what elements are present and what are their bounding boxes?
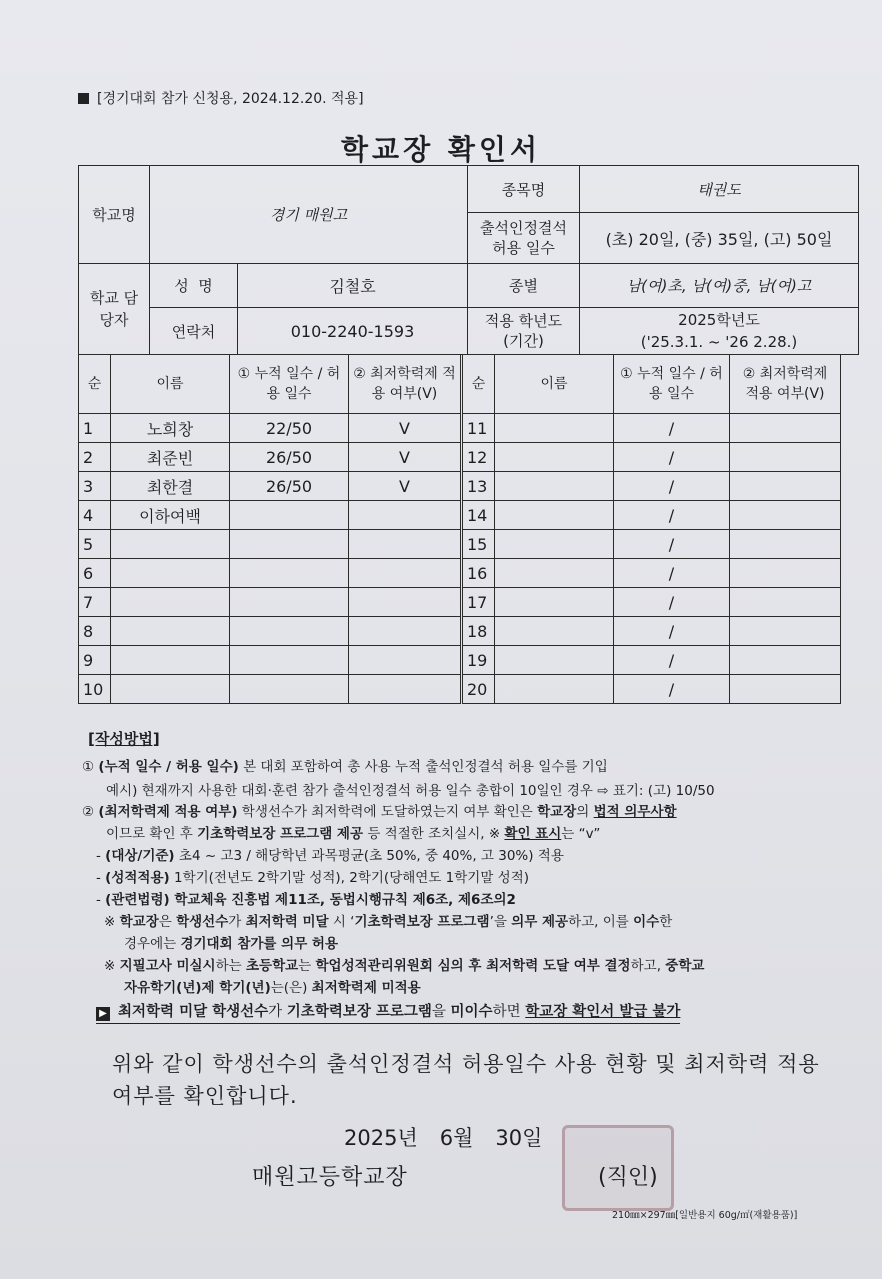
student-name bbox=[111, 588, 230, 617]
col-no: 순 bbox=[79, 355, 111, 414]
student-name bbox=[111, 675, 230, 704]
document-title: 학교장 확인서 bbox=[340, 133, 542, 166]
student-name bbox=[111, 530, 230, 559]
row-no-right: 20 bbox=[462, 675, 495, 704]
student-days bbox=[230, 588, 349, 617]
form-header bbox=[78, 88, 364, 108]
student-name-right bbox=[495, 646, 614, 675]
method-note-1: ※ 학교장은 학생선수가 최저학력 미달 시 ‘기초학력보장 프로그램’을 의무 제공하고, 이를 이수한 bbox=[104, 914, 673, 930]
row-no-right: 19 bbox=[462, 646, 495, 675]
sport-label: 종목명 bbox=[468, 166, 580, 213]
student-check-right bbox=[730, 588, 841, 617]
student-days: 26/50 bbox=[230, 472, 349, 501]
row-no-right: 17 bbox=[462, 588, 495, 617]
student-check-right bbox=[730, 675, 841, 704]
student-days bbox=[230, 675, 349, 704]
method-note-1-line2: 경우에는 경기대회 참가를 의무 허용 bbox=[124, 936, 339, 952]
school-label: 학교명 bbox=[79, 166, 150, 264]
student-days-right: / bbox=[614, 530, 730, 559]
student-check-right bbox=[730, 617, 841, 646]
paper-spec-footer: 210㎜×297㎜[일반용지 60g/㎡(재활용품)] bbox=[612, 1210, 798, 1221]
sport-value: 태권도 bbox=[580, 166, 859, 213]
gender-value: 남(여)초, 남(여)중, 남(여)고 bbox=[580, 264, 859, 308]
notice-line: ▶ 최저학력 미달 학생선수가 기초학력보장 프로그램을 미이수하면 학교장 확인서 발급 불가 bbox=[96, 1000, 680, 1024]
row-no: 6 bbox=[79, 559, 111, 588]
arrow-box-icon: ▶ bbox=[96, 1007, 110, 1021]
col-name: 이름 bbox=[111, 355, 230, 414]
row-no: 5 bbox=[79, 530, 111, 559]
student-check bbox=[349, 588, 462, 617]
student-check: V bbox=[349, 414, 462, 443]
method-item-2: ② (최저학력제 적용 여부) 학생선수가 최저학력에 도달하였는지 여부 확인은 학교장의 법적 의무사항 bbox=[82, 804, 677, 820]
row-no-right: 11 bbox=[462, 414, 495, 443]
row-no: 1 bbox=[79, 414, 111, 443]
student-check bbox=[349, 675, 462, 704]
student-days-right: / bbox=[614, 588, 730, 617]
row-no: 10 bbox=[79, 675, 111, 704]
row-no-right: 13 bbox=[462, 472, 495, 501]
student-check-right bbox=[730, 472, 841, 501]
student-days bbox=[230, 559, 349, 588]
seal-label: (직인) bbox=[598, 1165, 658, 1190]
student-days-right: / bbox=[614, 617, 730, 646]
row-no: 3 bbox=[79, 472, 111, 501]
date-year: 2025년 bbox=[344, 1126, 418, 1150]
student-check-right bbox=[730, 559, 841, 588]
method-item-1-example: 예시) 현재까지 사용한 대회·훈련 참가 출석인정결석 허용 일수 총합이 10일인 경우 ⇨ 표기: (고) 10/50 bbox=[106, 783, 715, 799]
student-table bbox=[78, 354, 841, 704]
student-row bbox=[79, 588, 841, 617]
student-name bbox=[111, 646, 230, 675]
student-days-right: / bbox=[614, 675, 730, 704]
method-note-2-line2: 자유학기(년)제 학기(년)는(은) 최저학력제 미적용 bbox=[124, 980, 421, 996]
row-no-right: 12 bbox=[462, 443, 495, 472]
student-name: 이하여백 bbox=[111, 501, 230, 530]
student-name: 최준빈 bbox=[111, 443, 230, 472]
method-item-2-line2: 이므로 확인 후 기초학력보장 프로그램 제공 등 적절한 조치실시, ※ 확인 표시는 “v” bbox=[106, 826, 601, 842]
student-table-header bbox=[79, 355, 841, 414]
school-info-table bbox=[78, 165, 859, 355]
student-check bbox=[349, 646, 462, 675]
student-days-right: / bbox=[614, 646, 730, 675]
student-check-right bbox=[730, 501, 841, 530]
student-check bbox=[349, 501, 462, 530]
absence-label: 출석인정결석 허용 일수 bbox=[468, 213, 580, 264]
student-name-right bbox=[495, 530, 614, 559]
student-days: 22/50 bbox=[230, 414, 349, 443]
col-name-right: 이름 bbox=[495, 355, 614, 414]
student-row bbox=[79, 443, 841, 472]
student-days bbox=[230, 501, 349, 530]
student-row bbox=[79, 530, 841, 559]
student-days-right: / bbox=[614, 501, 730, 530]
student-name-right bbox=[495, 559, 614, 588]
year-label: 적용 학년도 (기간) bbox=[468, 308, 580, 355]
student-days-right: / bbox=[614, 472, 730, 501]
form-header-note: [경기대회 참가 신청용, 2024.12.20. 적용] bbox=[97, 91, 364, 107]
row-no-right: 16 bbox=[462, 559, 495, 588]
student-row bbox=[79, 559, 841, 588]
year-cell bbox=[580, 308, 859, 355]
row-no: 2 bbox=[79, 443, 111, 472]
student-check-right bbox=[730, 414, 841, 443]
student-name-right bbox=[495, 675, 614, 704]
row-no: 8 bbox=[79, 617, 111, 646]
student-row bbox=[79, 501, 841, 530]
student-name-right bbox=[495, 588, 614, 617]
period-value: ('25.3.1. ~ '26 2.28.) bbox=[640, 333, 798, 351]
gender-label: 종별 bbox=[468, 264, 580, 308]
signer-name: 매원고등학교장 bbox=[252, 1165, 408, 1190]
student-row bbox=[79, 646, 841, 675]
date-month: 6월 bbox=[439, 1126, 474, 1150]
student-check-right bbox=[730, 646, 841, 675]
name-label: 성 명 bbox=[150, 264, 238, 308]
student-check: V bbox=[349, 443, 462, 472]
student-name: 최한결 bbox=[111, 472, 230, 501]
student-days-right: / bbox=[614, 443, 730, 472]
student-days bbox=[230, 530, 349, 559]
student-check bbox=[349, 617, 462, 646]
student-check-right bbox=[730, 530, 841, 559]
issue-date bbox=[344, 1122, 564, 1152]
student-name-right bbox=[495, 501, 614, 530]
row-no: 7 bbox=[79, 588, 111, 617]
student-name: 노희창 bbox=[111, 414, 230, 443]
school-value: 경기 매원고 bbox=[150, 166, 468, 264]
student-row bbox=[79, 675, 841, 704]
student-days-right: / bbox=[614, 559, 730, 588]
student-days-right: / bbox=[614, 414, 730, 443]
student-check: V bbox=[349, 472, 462, 501]
student-name-right bbox=[495, 472, 614, 501]
col-minacad: ② 최저학력제 적용 여부(V) bbox=[349, 355, 462, 414]
student-name-right bbox=[495, 617, 614, 646]
method-title: [작성방법] bbox=[88, 730, 160, 748]
method-note-2: ※ 지필고사 미실시하는 초등학교는 학업성적관리위원회 심의 후 최저학력 도달 여부 결정하고, 중학교 bbox=[104, 958, 705, 974]
student-name bbox=[111, 617, 230, 646]
student-check bbox=[349, 530, 462, 559]
student-days bbox=[230, 646, 349, 675]
method-item-1: ① (누적 일수 / 허용 일수) 본 대회 포함하여 총 사용 누적 출석인정결석 허용 일수를 기입 bbox=[82, 759, 608, 775]
year-value: 2025학년도 bbox=[678, 311, 760, 329]
row-no-right: 15 bbox=[462, 530, 495, 559]
student-name-right bbox=[495, 443, 614, 472]
method-sub-law: - (관련법령) 학교체육 진흥법 제11조, 동법시행규칙 제6조, 제6조의2 bbox=[96, 892, 516, 908]
student-check bbox=[349, 559, 462, 588]
student-row bbox=[79, 617, 841, 646]
col-days-right: ① 누적 일수 / 허용 일수 bbox=[614, 355, 730, 414]
row-no-right: 14 bbox=[462, 501, 495, 530]
square-bullet-icon bbox=[78, 93, 89, 104]
student-row bbox=[79, 472, 841, 501]
manager-name-value: 김철호 bbox=[238, 264, 468, 308]
student-row bbox=[79, 414, 841, 443]
row-no: 9 bbox=[79, 646, 111, 675]
student-check-right bbox=[730, 443, 841, 472]
student-name-right bbox=[495, 414, 614, 443]
student-days: 26/50 bbox=[230, 443, 349, 472]
absence-value: (초) 20일, (중) 35일, (고) 50일 bbox=[580, 213, 859, 264]
student-name bbox=[111, 559, 230, 588]
col-days: ① 누적 일수 / 허용 일수 bbox=[230, 355, 349, 414]
col-minacad-right: ② 최저학력제 적용 여부(V) bbox=[730, 355, 841, 414]
student-days bbox=[230, 617, 349, 646]
contact-value: 010-2240-1593 bbox=[238, 308, 468, 355]
row-no: 4 bbox=[79, 501, 111, 530]
method-sub-target: - (대상/기준) 초4 ~ 고3 / 해당학년 과목평균(초 50%, 중 40%, 고 30%) 적용 bbox=[96, 848, 564, 864]
method-sub-grades: - (성적적용) 1학기(전년도 2학기말 성적), 2학기(당해연도 1학기말 성적) bbox=[96, 870, 530, 886]
row-no-right: 18 bbox=[462, 617, 495, 646]
contact-label: 연락처 bbox=[150, 308, 238, 355]
manager-label: 학교 담당자 bbox=[79, 264, 150, 355]
confirmation-text: 위와 같이 학생선수의 출석인정결석 허용일수 사용 현황 및 최저학력 적용 여부를 확인합니다. bbox=[112, 1052, 820, 1108]
col-no-right: 순 bbox=[462, 355, 495, 414]
date-day: 30일 bbox=[495, 1126, 543, 1150]
